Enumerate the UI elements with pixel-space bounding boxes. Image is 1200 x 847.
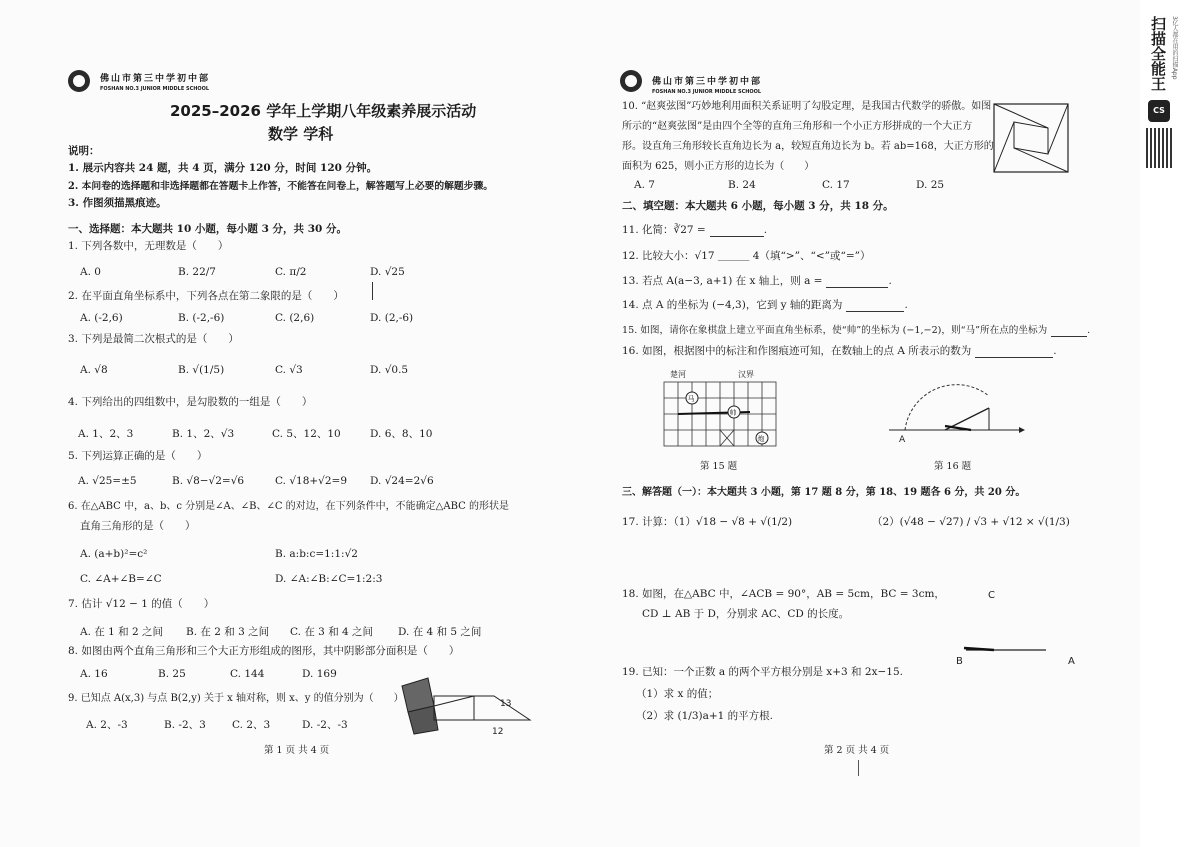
exam-title: 2025–2026 学年上学期八年级素养展示活动 xyxy=(170,102,477,120)
q4-option-b: B. 1、2、√3 xyxy=(172,428,235,440)
section-1-heading: 一、选择题：本大题共 10 小题，每小题 3 分，共 30 分。 xyxy=(68,223,347,235)
exam-subject: 数学 学科 xyxy=(268,125,334,143)
q15: 15. 如图，请你在象棋盘上建立平面直角坐标系，使“帅”的坐标为 (−1,−2)，则“马”所在点的坐标为 . xyxy=(622,325,1091,336)
q9-option-a: A. 2、-3 xyxy=(86,719,128,731)
q1-option-c: C. π/2 xyxy=(275,266,307,278)
q19-line-3: （2）求 (1/3)a+1 的平方根. xyxy=(636,710,774,722)
q10-line-1: 10. “赵爽弦图”巧妙地利用面积关系证明了勾股定理，是我国古代数学的骄傲。如图 xyxy=(622,101,992,112)
vertex-a-label: A xyxy=(1068,656,1075,667)
question-5: 5. 下列运算正确的是（ ） xyxy=(68,450,208,462)
school-logo-icon xyxy=(68,70,90,92)
q1-option-d: D. √25 xyxy=(370,266,405,278)
question-1: 1. 下列各数中，无理数是（ ） xyxy=(68,240,229,252)
question-6: 6. 在△ABC 中，a、b、c 分别是∠A、∠B、∠C 的对边，在下列条件中，不能确定△ABC 的形状是 xyxy=(68,501,509,512)
q1-option-a: A. 0 xyxy=(80,266,101,278)
q4-option-c: C. 5、12、10 xyxy=(272,428,341,440)
horse-piece-label: 马 xyxy=(687,395,695,403)
vertex-c-label: C xyxy=(988,590,995,601)
stray-mark-2 xyxy=(858,760,859,776)
q10-option-a: A. 7 xyxy=(634,179,655,191)
q17-part-1: 17. 计算：（1）√18 − √8 + √(1/2) xyxy=(622,516,793,528)
q4-option-a: A. 1、2、3 xyxy=(78,428,134,440)
han-border-label: 汉界 xyxy=(738,370,754,379)
q18-line-1: 18. 如图，在△ABC 中，∠ACB = 90°，AB = 5cm，BC = 3cm， xyxy=(622,588,945,600)
school-name-en: FOSHAN NO.3 JUNIOR MIDDLE SCHOOL xyxy=(100,86,210,92)
right-page-footer: 第 2 页 共 4 页 xyxy=(824,745,890,756)
q10-line-3: 形。设直角三角形较长直角边长为 a，较短直角边长为 b。若 ab=168，大正方形的 xyxy=(622,141,994,152)
q10-line-2: 所示的“赵爽弦图”是由四个全等的直角三角形和一个小正方形拼成的一个大正方 xyxy=(622,121,973,132)
qr-code-icon xyxy=(1146,128,1174,168)
q7-option-a: A. 在 1 和 2 之间 xyxy=(80,626,163,638)
q8-label-12: 12 xyxy=(492,727,504,737)
left-page-footer: 第 1 页 共 4 页 xyxy=(264,745,330,756)
q13: 13. 若点 A(a−3, a+1) 在 x 轴上，则 a = . xyxy=(622,275,892,287)
school-name-cn: 佛山市第三中学初中部 xyxy=(100,74,211,84)
question-6-cont: 直角三角形的是（ ） xyxy=(80,520,196,532)
q3-option-a: A. √8 xyxy=(80,364,108,376)
q18-line-2: CD ⊥ AB 于 D，分别求 AC、CD 的长度。 xyxy=(642,608,850,620)
note-1: 1. 展示内容共 24 题，共 4 页，满分 120 分，时间 120 分钟。 xyxy=(68,162,378,174)
q5-option-c: C. √18+√2=9 xyxy=(275,475,348,487)
scanner-app-name: 扫描全能王 xyxy=(1149,16,1167,91)
q8-square-mid xyxy=(434,696,474,720)
q9-option-c: C. 2、3 xyxy=(232,719,271,731)
q8-option-d: D. 169 xyxy=(302,668,337,680)
chessboard-figure xyxy=(660,368,780,450)
q10-option-c: C. 17 xyxy=(822,179,850,191)
right-page xyxy=(600,0,1140,847)
q17-part-2: （2）(√48 − √27) / √3 + √12 × √(1/3) xyxy=(872,516,1070,528)
question-4: 4. 下列给出的四组数中，是勾股数的一组是（ ） xyxy=(68,396,313,408)
school-name-en-2: FOSHAN NO.3 JUNIOR MIDDLE SCHOOL xyxy=(652,89,762,95)
fig15-caption: 第 15 题 xyxy=(700,461,738,472)
q9-option-b: B. -2、3 xyxy=(164,719,206,731)
q8-option-b: B. 25 xyxy=(158,668,186,680)
q3-option-c: C. √3 xyxy=(275,364,303,376)
q5-option-a: A. √25=±5 xyxy=(78,475,137,487)
q8-label-13: 13 xyxy=(500,699,512,709)
q10-line-4: 面积为 625，则小正方形的边长为（ ） xyxy=(622,161,815,172)
q6-option-b: B. a:b:c=1:1:√2 xyxy=(275,548,358,560)
camscanner-logo-icon: CS xyxy=(1148,100,1170,122)
q11: 11. 化简：∛27 = . xyxy=(622,224,768,236)
q9-option-d: D. -2、-3 xyxy=(302,719,348,731)
cannon-piece-label: 炮 xyxy=(757,435,765,443)
q6-option-a: A. (a+b)²=c² xyxy=(80,548,148,560)
q2-option-a: A. (-2,6) xyxy=(80,312,123,324)
question-8: 8. 如图由两个直角三角形和三个大正方形组成的图形，其中阴影部分面积是（ ） xyxy=(68,645,460,657)
q10-option-b: B. 24 xyxy=(728,179,756,191)
q8-line xyxy=(434,696,474,706)
q10-option-d: D. 25 xyxy=(916,179,945,191)
q16: 16. 如图，根据图中的标注和作图痕迹可知，在数轴上的点 A 所表示的数为 . xyxy=(622,345,1057,357)
chu-river-label: 楚河 xyxy=(670,370,686,379)
scanner-watermark xyxy=(1140,0,1200,847)
q8-figure xyxy=(392,676,538,742)
q2-option-d: D. (2,-6) xyxy=(370,312,414,324)
q2-option-b: B. (-2,-6) xyxy=(178,312,225,324)
question-2: 2. 在平面直角坐标系中，下列各点在第二象限的是（ ） xyxy=(68,290,344,302)
q3-option-d: D. √0.5 xyxy=(370,364,409,376)
vertex-b-label: B xyxy=(956,656,963,667)
q6-option-d: D. ∠A:∠B:∠C=1:2:3 xyxy=(275,573,383,585)
q2-option-c: C. (2,6) xyxy=(275,312,315,324)
notes-title: 说明： xyxy=(68,145,100,157)
section-3-heading: 三、解答题（一）：本大题共 3 小题，第 17 题 8 分，第 18、19 题各 6 分，共 20 分。 xyxy=(622,487,1026,498)
scanner-app-slogan: 3亿人都在用的扫描App xyxy=(1171,16,1178,80)
q19-line-1: 19. 已知：一个正数 a 的两个平方根分别是 x+3 和 2x−15. xyxy=(622,666,903,678)
question-3: 3. 下列是最简二次根式的是（ ） xyxy=(68,333,239,345)
q14: 14. 点 A 的坐标为 (−4,3)，它到 y 轴的距离为 . xyxy=(622,299,908,311)
q6-option-c: C. ∠A+∠B=∠C xyxy=(80,573,162,585)
q5-option-d: D. √24=2√6 xyxy=(370,475,434,487)
section-2-heading: 二、填空题：本大题共 6 小题，每小题 3 分，共 18 分。 xyxy=(622,200,894,212)
q4-option-d: D. 6、8、10 xyxy=(370,428,433,440)
q7-option-c: C. 在 3 和 4 之间 xyxy=(290,626,374,638)
q8-option-a: A. 16 xyxy=(80,668,108,680)
q7-option-d: D. 在 4 和 5 之间 xyxy=(398,626,482,638)
numberline-figure xyxy=(885,372,1025,444)
stray-mark xyxy=(372,282,373,300)
triangle-figure xyxy=(950,584,1080,670)
school-logo-icon-2 xyxy=(620,70,642,92)
q3-option-b: B. √(1/5) xyxy=(178,364,225,376)
note-2: 2. 本问卷的选择题和非选择题都在答题卡上作答，不能答在问卷上，解答题写上必要的解题步骤。 xyxy=(68,181,494,192)
question-7: 7. 估计 √12 − 1 的值（ ） xyxy=(68,598,215,610)
q19-line-2: （1）求 x 的值； xyxy=(636,688,719,700)
point-a-label: A xyxy=(899,435,906,444)
q7-option-b: B. 在 2 和 3 之间 xyxy=(186,626,270,638)
q8-option-c: C. 144 xyxy=(230,668,265,680)
q1-option-b: B. 22/7 xyxy=(178,266,216,278)
school-name-cn-2: 佛山市第三中学初中部 xyxy=(652,77,763,87)
king-piece-label: 帅 xyxy=(729,409,737,417)
note-3: 3. 作图须描黑痕迹。 xyxy=(68,197,167,209)
zhaoshuang-figure xyxy=(992,102,1070,174)
question-9: 9. 已知点 A(x,3) 与点 B(2,y) 关于 x 轴对称，则 x、y 的值分别为（ ） xyxy=(68,693,404,704)
fig16-caption: 第 16 题 xyxy=(934,461,972,472)
q12: 12. 比较大小：√17 ＿＿＿ 4（填“>”、“<”或“=”） xyxy=(622,250,871,262)
q5-option-b: B. √8−√2=√6 xyxy=(172,475,245,487)
